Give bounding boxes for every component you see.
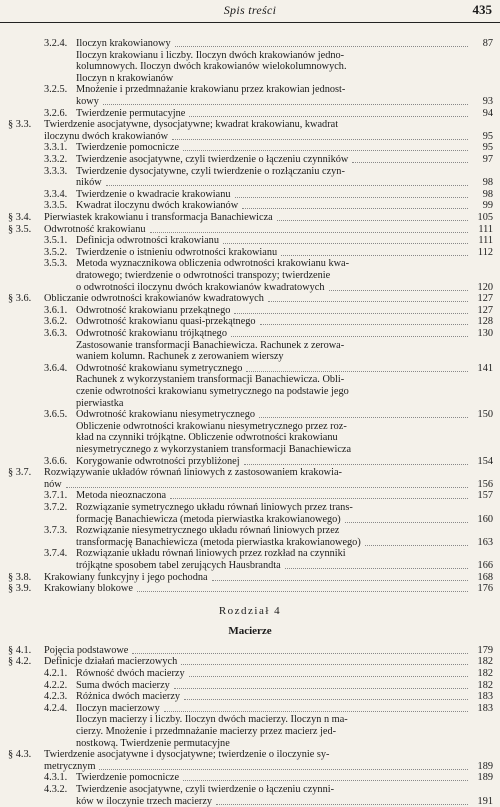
toc-line <box>0 108 500 119</box>
entry-text: Krakowiany funkcyjny i jego pochodna <box>44 571 208 583</box>
dot-leader <box>216 793 468 805</box>
page-reference: 93 <box>482 96 493 107</box>
dot-leader <box>345 511 468 523</box>
entry-text: Iloczyn krakowianu i liczby. Iloczyn dwóch krakowianów jedno- <box>76 49 345 61</box>
dot-leader <box>223 232 468 244</box>
entry-text: Suma dwóch macierzy <box>76 679 170 691</box>
subsection-number: 3.3.3. <box>44 165 68 177</box>
entry-text: iloczynu dwóch krakowianów <box>44 130 169 142</box>
entry-text: Zastosowanie transformacji Banachiewicza. Rachunek z zerowa- <box>76 339 345 351</box>
toc-line <box>0 154 500 165</box>
dot-leader <box>99 758 468 770</box>
page-reference: 176 <box>477 583 493 595</box>
page-reference: 183 <box>477 691 493 703</box>
entry-text: Twierdzenie asocjatywne, dysocjatywne; kwadrat krakowianu, kwadrat <box>44 119 339 131</box>
toc-line <box>0 73 500 84</box>
page-reference: 182 <box>477 679 493 691</box>
entry-text: pierwiastka <box>76 397 124 409</box>
entry-text: nostkową. Twierdzenie permutacyjne <box>76 737 230 749</box>
entry-text: Odwrotność krakowianu quasi-przekątnego <box>76 316 256 328</box>
entry-text: Równość dwóch macierzy <box>76 668 185 679</box>
entry-text: kład na czynniki trójkątne. Obliczenie odwrotności krakowianu <box>76 432 338 444</box>
entry-text: Obliczanie odwrotności krakowianów kwadratowych <box>44 293 264 305</box>
entry-text: Twierdzenie asocjatywne, czyli twierdzenie o łączeniu czynni- <box>76 784 335 795</box>
entry-text: niesymetrycznego z wykorzystaniem transformacji Banachiewicza <box>76 444 352 455</box>
entry-text: dratowego; twierdzenie o odwrotności transpozy; twierdzenie <box>76 270 331 281</box>
page-reference: 150 <box>477 409 493 421</box>
subsection-number: 3.6.5. <box>44 409 68 421</box>
dot-leader <box>172 128 468 140</box>
toc-line <box>0 50 500 61</box>
dot-leader <box>259 406 468 418</box>
page-reference: 95 <box>482 142 493 154</box>
entry-text: Twierdzenie dysocjatywne, czyli twierdzenie o rozłączaniu czyn- <box>76 165 345 177</box>
entry-text: Iloczyn krakowianowy <box>76 38 171 49</box>
dot-leader <box>242 197 468 209</box>
page-header <box>0 0 500 23</box>
page-reference: 95 <box>482 130 493 142</box>
subsection-number: 3.6.4. <box>44 362 68 374</box>
dot-leader <box>181 653 468 665</box>
entry-text: Odwrotność krakowianu przekątnego <box>76 304 231 316</box>
entry-text: Twierdzenie asocjatywne i dysocjatywne; twierdzenie o iloczynie sy- <box>44 749 330 761</box>
entry-text: Twierdzenie asocjatywne, czyli twierdzenie o łączeniu czynników <box>76 154 349 165</box>
entry-text: Rozwiązywanie układów równań liniowych z zastosowaniem krakowia- <box>44 467 342 479</box>
dot-leader <box>246 360 468 372</box>
dot-leader <box>66 476 468 488</box>
toc-line <box>0 432 500 443</box>
entry-text: Iloczyn n krakowianów <box>76 72 174 84</box>
page-reference: 99 <box>482 200 493 212</box>
subsection-number: 3.3.1. <box>44 142 68 154</box>
entry-text: formację Banachiewicza (metoda pierwiastka krakowianowego) <box>76 513 341 525</box>
subsection-number: 3.7.3. <box>44 525 68 537</box>
entry-text: Korygowanie odwrotności przybliżonej <box>76 455 240 467</box>
page-reference: 111 <box>478 223 493 235</box>
entry-text: Pojęcia podstawowe <box>44 644 129 656</box>
dot-leader <box>137 580 468 592</box>
page-reference: 189 <box>477 772 493 784</box>
subsection-number: 3.6.1. <box>44 304 68 316</box>
dot-leader <box>164 700 468 712</box>
entry-text: czenie odwrotności krakowianu symetrycznego na podstawie jego <box>76 386 349 397</box>
entry-text: Metoda wyznacznikowa obliczenia odwrotności krakowianu kwa- <box>76 258 350 270</box>
subsection-number: 4.3.1. <box>44 772 68 784</box>
dot-leader <box>106 174 468 186</box>
entry-text: Definicja odwrotności krakowianu <box>76 235 219 247</box>
subsection-number: 3.7.4. <box>44 548 68 560</box>
page-reference: 182 <box>477 668 493 679</box>
entry-text: o odwrotności iloczynu dwóch krakowianów kwadratowych <box>76 281 325 293</box>
entry-text: Rozwiązanie układu równań liniowych przez rozkład na czynniki <box>76 548 346 560</box>
dot-leader <box>189 665 468 677</box>
toc-line <box>0 374 500 385</box>
entry-text: kolumnowych. Iloczyn dwóch krakowianów wielokolumnowych. <box>76 61 347 73</box>
toc-line <box>0 247 500 258</box>
dot-leader <box>329 279 469 291</box>
dot-leader <box>234 302 468 314</box>
page-reference: 141 <box>477 362 493 374</box>
entry-text: kowy <box>76 96 99 107</box>
dot-leader <box>268 290 468 302</box>
toc-line <box>0 363 500 374</box>
entry-text: trójkątne sposobem tabel zerujących Hausbrandta <box>76 560 281 571</box>
section-number: § 4.1. <box>8 644 32 656</box>
toc-line <box>0 772 500 783</box>
page-reference: 182 <box>477 656 493 668</box>
section-number: § 3.8. <box>8 571 32 583</box>
entry-text: cierzy. Mnożenie i przedmnażanie macierzy przez macierz jed- <box>76 726 337 737</box>
subsection-number: 3.7.1. <box>44 490 68 502</box>
entry-text: Definicje działań macierzowych <box>44 656 178 668</box>
dot-leader <box>365 534 468 546</box>
entry-text: Pierwiastek krakowianu i transformacja Banachiewicza <box>44 212 273 223</box>
dot-leader <box>183 139 468 151</box>
entry-text: Twierdzenie o istnieniu odwrotności krakowianu <box>76 246 278 258</box>
dot-leader <box>285 557 468 569</box>
subsection-number: 3.7.2. <box>44 502 68 513</box>
chapter-label: Rozdział 4 <box>218 604 282 617</box>
section-number: § 4.3. <box>8 749 32 761</box>
toc-line <box>0 537 500 548</box>
toc-line <box>0 726 500 737</box>
entry-text: Twierdzenie pomocnicze <box>76 772 180 784</box>
toc-line <box>0 796 500 807</box>
toc-line <box>0 328 500 339</box>
toc-line <box>0 421 500 432</box>
section-number: § 3.5. <box>8 223 32 235</box>
entry-text: Obliczenie odwrotności krakowianu niesymetrycznego przez roz- <box>76 420 347 432</box>
subsection-number: 4.2.4. <box>44 702 68 714</box>
page-reference: 97 <box>482 154 493 165</box>
dot-leader <box>175 35 468 47</box>
page-reference: 168 <box>477 571 493 583</box>
page-reference: 130 <box>477 328 493 339</box>
entry-text: Iloczyn macierzowy <box>76 702 160 714</box>
page-reference: 160 <box>477 513 493 525</box>
entry-text: ków w iloczynie trzech macierzy <box>76 795 213 807</box>
dot-leader <box>352 151 468 163</box>
page-reference: 112 <box>477 246 493 258</box>
toc-line <box>0 583 500 594</box>
page-reference: 157 <box>477 490 493 502</box>
subsection-number: 3.6.6. <box>44 455 68 467</box>
section-number: § 3.9. <box>8 583 32 595</box>
page-reference: 87 <box>482 38 493 49</box>
page-reference: 156 <box>477 478 493 490</box>
subsection-number: 3.3.2. <box>44 154 68 165</box>
subsection-number: 3.5.2. <box>44 246 68 258</box>
page-reference: 163 <box>477 536 493 548</box>
toc-line <box>0 514 500 525</box>
entry-text: waniem kolumn. Rachunek z zerowaniem wierszy <box>76 351 284 363</box>
subsection-number: 3.3.4. <box>44 188 68 200</box>
subsection-number: 3.2.4. <box>44 38 68 49</box>
section-number: § 3.4. <box>8 212 32 223</box>
dot-leader <box>170 487 468 499</box>
chapter-title: Macierze <box>228 624 272 637</box>
dot-leader <box>235 186 468 198</box>
page-reference: 166 <box>477 560 493 571</box>
page-reference: 94 <box>482 107 493 119</box>
section-number: § 3.6. <box>8 293 32 305</box>
entry-text: Mnożenie i przedmnażanie krakowianu przez krakowian jednost- <box>76 84 346 96</box>
page-reference: 98 <box>482 188 493 200</box>
entry-text: Twierdzenie permutacyjne <box>76 107 186 119</box>
entry-text: nów <box>44 478 62 490</box>
toc-line <box>0 714 500 725</box>
dot-leader <box>281 244 468 256</box>
dot-leader <box>150 221 468 233</box>
toc-line <box>0 409 500 420</box>
toc-line <box>0 340 500 351</box>
entry-text: Metoda nieoznaczona <box>76 490 167 502</box>
page-reference: 183 <box>477 702 493 714</box>
dot-leader <box>189 105 468 117</box>
page-reference: 127 <box>477 293 493 305</box>
dot-leader <box>174 677 468 689</box>
dot-leader <box>277 209 468 221</box>
entry-text: Odwrotność krakowianu <box>44 223 146 235</box>
page-number: 435 <box>472 2 492 17</box>
subsection-number: 4.2.2. <box>44 679 68 691</box>
toc-line <box>0 61 500 72</box>
toc-line <box>0 490 500 501</box>
entry-text: Odwrotność krakowianu symetrycznego <box>76 362 243 374</box>
entry-text: Twierdzenie pomocnicze <box>76 142 180 154</box>
dot-leader <box>244 453 468 465</box>
toc-line <box>0 738 500 749</box>
entry-text: Iloczyn macierzy i liczby. Iloczyn dwóch macierzy. Iloczyn n ma- <box>76 714 348 726</box>
subsection-number: 3.6.2. <box>44 316 68 328</box>
page-reference: 179 <box>477 644 493 656</box>
dot-leader <box>103 93 468 105</box>
entry-text: Odwrotność krakowianu trójkątnego <box>76 328 227 339</box>
entry-text: Rozwiązanie niesymetrycznego układu równań liniowych przez <box>76 525 340 537</box>
entry-text: Kwadrat iloczynu dwóch krakowianów <box>76 200 239 212</box>
entry-text: Odwrotność krakowianu niesymetrycznego <box>76 409 255 421</box>
page-reference: 128 <box>477 316 493 328</box>
page-reference: 111 <box>478 235 493 247</box>
subsection-number: 4.2.3. <box>44 691 68 703</box>
page-reference: 105 <box>477 212 493 223</box>
dot-leader <box>231 325 468 337</box>
entry-text: Twierdzenie o kwadracie krakowianu <box>76 188 231 200</box>
entry-text: Rachunek z wykorzystaniem transformacji Banachiewicza. Obli- <box>76 374 345 386</box>
section-number: § 3.3. <box>8 119 32 131</box>
subsection-number: 4.2.1. <box>44 668 68 679</box>
dot-leader <box>132 642 468 654</box>
dot-leader <box>212 569 468 581</box>
subsection-number: 3.2.5. <box>44 84 68 96</box>
page-reference: 98 <box>482 177 493 189</box>
subsection-number: 3.5.3. <box>44 258 68 270</box>
subsection-number: 3.3.5. <box>44 200 68 212</box>
entry-text: Rozwiązanie symetrycznego układu równań liniowych przez trans- <box>76 502 353 513</box>
entry-text: Krakowiany blokowe <box>44 583 133 595</box>
toc-line <box>0 386 500 397</box>
toc-line <box>0 38 500 49</box>
page-reference: 154 <box>477 455 493 467</box>
subsection-number: 3.5.1. <box>44 235 68 247</box>
page-reference: 120 <box>477 281 493 293</box>
dot-leader <box>184 688 468 700</box>
page-reference: 191 <box>477 795 493 807</box>
entry-text: transformację Banachiewicza (metoda pierwiastka krakowianowego) <box>76 536 361 548</box>
toc-line <box>0 456 500 467</box>
section-number: § 4.2. <box>8 656 32 668</box>
page-reference: 127 <box>477 304 493 316</box>
entry-text: ników <box>76 177 102 189</box>
subsection-number: 3.2.6. <box>44 107 68 119</box>
running-title: Spis treści <box>223 3 277 17</box>
subsection-number: 4.3.2. <box>44 784 68 795</box>
page-reference: 189 <box>477 760 493 772</box>
dot-leader <box>183 769 468 781</box>
toc-line <box>0 258 500 269</box>
section-number: § 3.7. <box>8 467 32 479</box>
entry-text: Różnica dwóch macierzy <box>76 691 181 703</box>
toc-line <box>0 703 500 714</box>
entry-text: metrycznym <box>44 760 96 772</box>
dot-leader <box>260 313 468 325</box>
subsection-number: 3.6.3. <box>44 328 68 339</box>
